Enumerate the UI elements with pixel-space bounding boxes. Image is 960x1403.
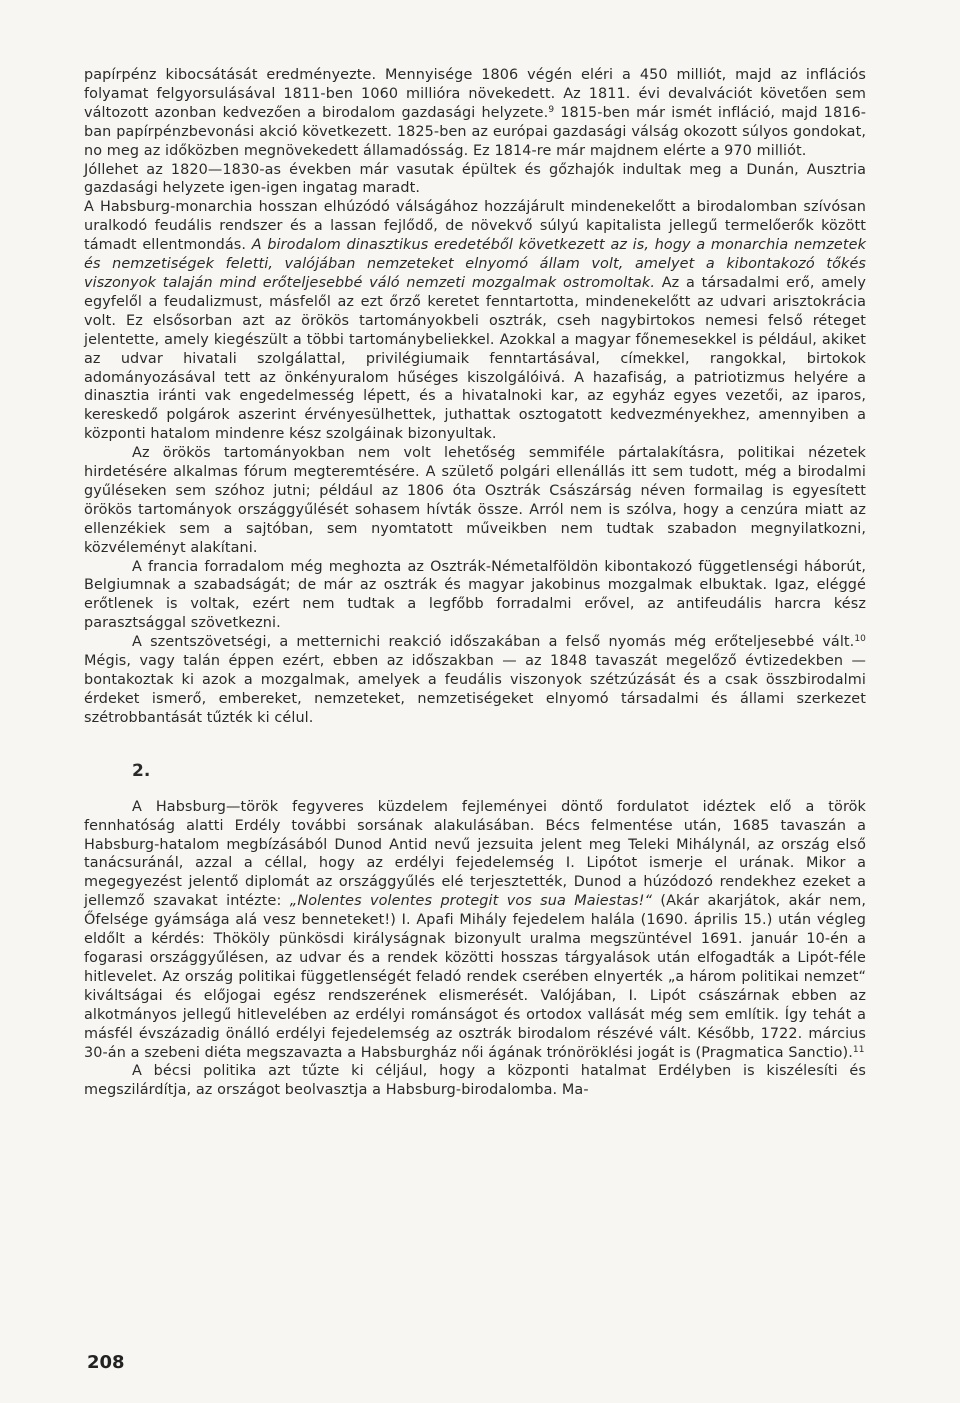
paragraph-1-text-a: papírpénz kibocsátását eredményezte. Mennyisége 1806 végén eléri a 450 milliót, majd az inflációs folyamat felgyorsulásával 1811-ben 1060 millióra növekedett. Az 1811. évi devalvációt követően sem változott azonban kedvezően a birodalom gazdasági helyzete. (84, 67, 866, 121)
footnote-ref-10: 10 (854, 634, 866, 645)
paragraph-5: A francia forradalom még meghozta az Osztrák-Németalföldön kibontakozó függetlenségi háborút, Belgiumnak a szabadságát; de már az osztrák és magyar jakobinus mozgalmak elbuktak. Igaz, eléggé erőtlenek is voltak, ezért nem tudtak a legfőbb forradalmi erővel, az antifeudális harcra kész parasztsággal szövetkezni. (84, 558, 866, 632)
paragraph-6 (84, 633, 866, 728)
paragraph-6-text-b: Mégis, vagy talán éppen ezért, ebben az időszakban — az 1848 tavaszát megelőző évtizedekben — bontakoztak ki azok a mozgalmak, amelyek a feudális viszonyok szétzúzását és a csak összbirodalmi érdeket ismerő, embereket, nemzeteket, nemzetiségeket elnyomó társadalmi és állami szerkezet szétrobbantását tűzték ki célul. (84, 653, 866, 726)
page-number: 208 (87, 1352, 125, 1373)
paragraph-7 (84, 798, 866, 1063)
paragraph-8: A bécsi politika azt tűzte ki céljául, hogy a központi hatalmat Erdélyben is kiszélesíti és megszilárdítja, az országot beolvasztja a Habsburg-birodalomba. Ma- (84, 1063, 866, 1099)
paragraph-3 (84, 198, 866, 444)
paragraph-2: Jóllehet az 1820—1830-as években már vasutak épültek és gőzhajók indultak meg a Dunán, Ausztria gazdasági helyzete igen-igen ingatag maradt. (84, 161, 866, 197)
latin-quote: „Nolentes volentes protegit vos sua Maiestas!“ (289, 893, 653, 910)
paragraph-4: Az örökös tartományokban nem volt lehetőség semmiféle pártalakításra, politikai nézetek hirdetésére alkalmas fórum megteremtésére. A születő polgári ellenállás itt sem tudott, még a birodalmi gyűléseken sem szóhoz jutni; például az 1806 óta Osztrák Császárság néven formailag is egyesített örökös tartományok országgyűlését sohasem hívták össze. Arról nem is szólva, hogy a cenzúra miatt az ellenzékiek sem a sajtóban, sem nyomtatott műveikben nem tudtak szabadon megnyilatkozni, közvéleményt alakítani. (84, 445, 866, 556)
section-number: 2. (132, 760, 151, 781)
paragraph-3-text-b: Az a társadalmi erő, amely egyfelől a feudalizmust, másfelől az ezt őrző keretet fenntartotta, mindenekelőtt az udvari arisztokrácia volt. Ez elsősorban azt az örökös tartományokbeli osztrák, cseh nagybirtokos nemesi felső réteget jelentette, amely kiegészült a többi tartománybeliekkel. Azokkal a magyar főnemesekkel is például, akiket az udvar hivatali szolgálattal, privilégiumaik fenntartásával, címekkel, rangokkal, birtokok adományozásával tett az önkényuralom hűséges kiszolgálóivá. A hazafiság, a patriotizmus helyére a dinasztia iránti vak engedelmesség lépett, és a hivatalnoki kar, az egyház egyes vezetői, az iparos, kereskedő polgárok aszerint érvényesülhettek, juthattak osztogatott kedvezményekhez, amennyiben a központi hatalom mindenre kész szolgáinak bizonyultak. (84, 274, 866, 443)
paragraph-3-text-a: A Habsburg-monarchia hosszan elhúzódó válságához hozzájárult mindenekelőtt a birodalomban szívósan uralkodó feudális rendszer és a lassan fejlődő, de növekvő súlyú kapitalista jellegű termelőerők között támadt ellentmondás. (84, 199, 866, 254)
footnote-ref-9: 9 (548, 104, 555, 115)
paragraph-7-text-a: A Habsburg—török fegyveres küzdelem fejleményei döntő fordulatot idéztek elő a török fennhatóság alatti Erdély további sorsának alakulásában. Bécs felmentése után, 1685 tavaszán a Habsburg-hatalom megbízásából Dunod Antid nevű jezsuita jelent meg Teleki Mihálynál, az ország első tanácsuránál, azzal a céllal, hogy az erdélyi fejedelemség I. Lipótot ismerje el urának. Mikor a megegyezést jelentő diplomát az országgyűlés elé terjesztették, Dunod a húzódozó rendekhez ezeket a jellemző szavakat intézte: (84, 798, 866, 910)
paragraph-3-italic: A birodalom dinasztikus eredetéből következett az is, hogy a monarchia nemzetek és nemzetiségek feletti, valójában nemzeteket elnyomó állam volt, amelyet a kibontakozó tőkés viszonyok talaján mind erőteljesebbé váló nemzeti mozgalmak ostromoltak. (84, 237, 866, 291)
page-body (84, 66, 866, 1100)
paragraph-6-text-a: A szentszövetségi, a metternichi reakció időszakában a felső nyomás még erőteljesebbé vált. (132, 634, 855, 651)
paragraph-1 (84, 66, 866, 161)
paragraph-7-text-b: (Akár akarjátok, akár nem, Őfelsége gyámsága alá vesz benneteket!) I. Apafi Mihály fejedelem halála (1690. április 15.) után végleg eldőlt a kérdés: Thököly pünkösdi királyságnak bizonyult uralma megszüntével 1691. január 10-én a fogarasi országgyűlésen, az udvar és a rendek közötti hosszas tárgyalások után elfogadták a Lipót-féle hitlevelet. Az ország politikai függetlenségét feladó rendek cserében elnyerték „a három politikai nemzet“ kiváltságai és előjogai egész rendszerének elismerését. Valójában, I. Lipót császárnak ebben az alkotmányos jellegű hitlevelében az erdélyi románságot és ortodox vallását még sem említik. Így tehát a másfél évszázadig önálló erdélyi fejedelemség az osztrák birodalom részévé vált. Később, 1722. március 30-án a szebeni diéta megszavazta a Habsburgház női ágának trónöröklési jogát is (Pragmatica Sanctio). (84, 893, 866, 1061)
footnote-ref-11: 11 (852, 1044, 865, 1055)
paragraph-1-text-b: 1815-ben már ismét infláció, majd 1816-ban papírpénzbevonási akció következett. 1825-ben az európai gazdasági válság okozott súlyos gondokat, no meg az időközben megnövekedett államadósság. Ez 1814-re már majdnem elérte a 970 milliót. (84, 104, 866, 159)
